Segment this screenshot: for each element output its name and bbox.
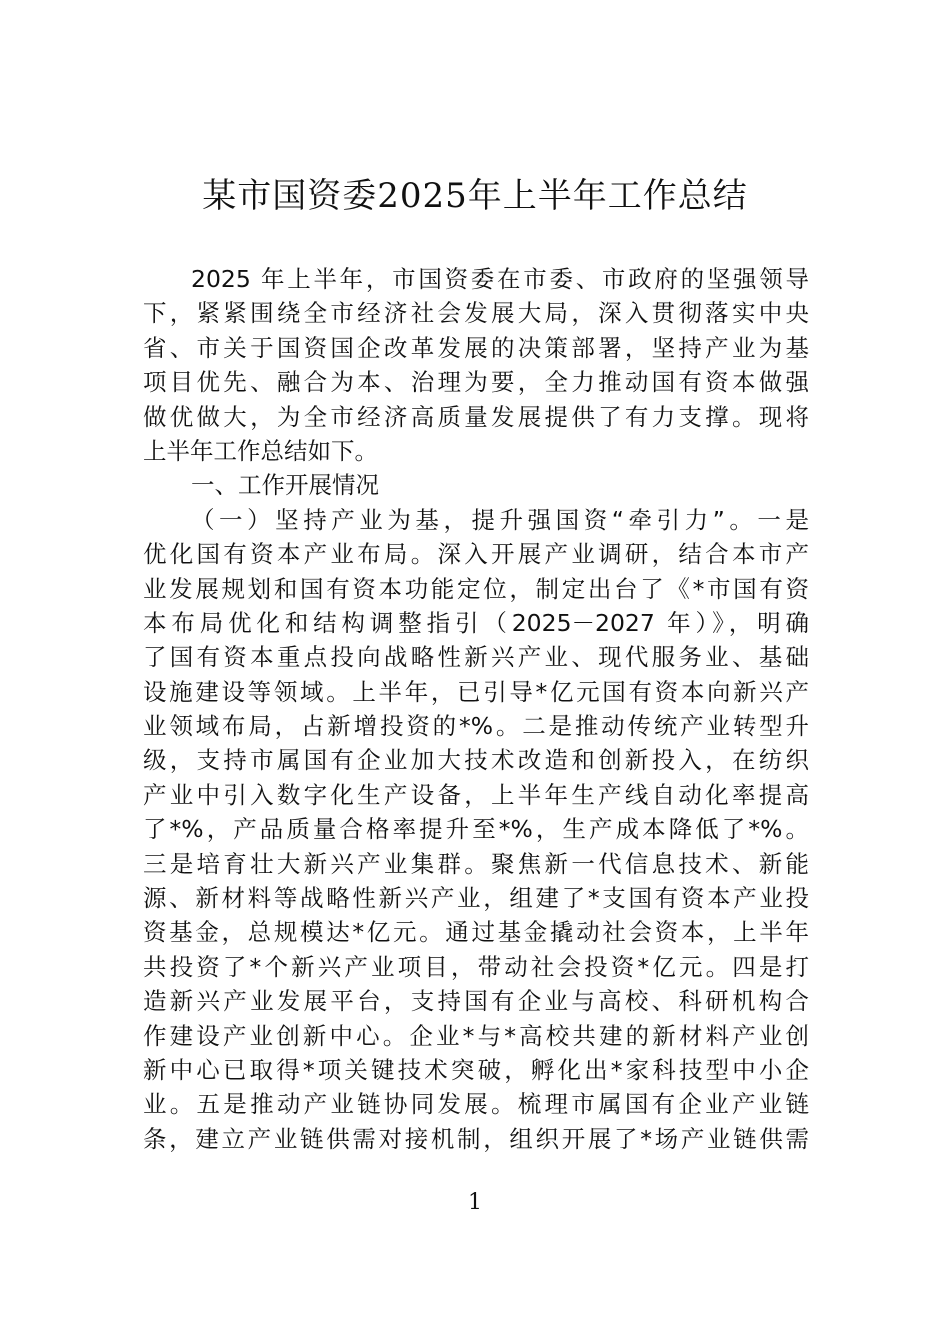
body-line: 业。五是推动产业链协同发展。梳理市属国有企业产业链 (143, 1090, 809, 1119)
body-line: 业发展规划和国有资本功能定位，制定出台了《*市国有资 (143, 574, 809, 603)
body-line: 共投资了*个新兴产业项目，带动社会投资*亿元。四是打 (143, 952, 809, 981)
page-number: 1 (468, 1190, 482, 1215)
body-line: 资基金，总规模达*亿元。通过基金撬动社会资本，上半年 (143, 918, 809, 947)
body-line: 本布局优化和结构调整指引（2025－2027 年）》，明确 (143, 608, 809, 637)
body-line: 设施建设等领域。上半年，已引导*亿元国有资本向新兴产 (143, 677, 809, 706)
body-line: 了*%，产品质量合格率提升至*%，生产成本降低了*%。 (143, 815, 809, 844)
body-line: 造新兴产业发展平台，支持国有企业与高校、科研机构合 (143, 987, 809, 1016)
body-line: 做优做大，为全市经济高质量发展提供了有力支撑。现将 (143, 402, 809, 431)
document-body (143, 262, 809, 1156)
body-line: 条，建立产业链供需对接机制，组织开展了*场产业链供需 (143, 1124, 809, 1153)
body-line: 三是培育壮大新兴产业集群。聚焦新一代信息技术、新能 (143, 849, 809, 878)
body-line: 产业中引入数字化生产设备，上半年生产线自动化率提高 (143, 780, 809, 809)
body-line: 新中心已取得*项关键技术突破，孵化出*家科技型中小企 (143, 1055, 809, 1084)
body-line: 作建设产业创新中心。企业*与*高校共建的新材料产业创 (143, 1021, 809, 1050)
body-line: 级，支持市属国有企业加大技术改造和创新投入，在纺织 (143, 746, 809, 775)
body-line: 项目优先、融合为本、治理为要，全力推动国有资本做强 (143, 368, 809, 397)
body-line: 了国有资本重点投向战略性新兴产业、现代服务业、基础 (143, 643, 809, 672)
body-line: 2025 年上半年，市国资委在市委、市政府的坚强领导 (191, 265, 809, 293)
document-title: 某市国资委2025年上半年工作总结 (202, 176, 748, 216)
body-line: 上半年工作总结如下。 (143, 436, 378, 465)
body-line: 省、市关于国资国企改革发展的决策部署，坚持产业为基 (143, 333, 809, 362)
body-line: 优化国有资本产业布局。深入开展产业调研，结合本市产 (143, 540, 809, 569)
body-line: 下，紧紧围绕全市经济社会发展大局，深入贯彻落实中央 (143, 299, 809, 328)
body-line: 源、新材料等战略性新兴产业，组建了*支国有资本产业投 (143, 884, 809, 913)
body-line: 一、工作开展情况 (191, 471, 379, 500)
body-line: 业领域布局，占新增投资的*%。二是推动传统产业转型升 (143, 712, 809, 741)
body-line: （一）坚持产业为基，提升强国资“牵引力”。一是 (191, 505, 809, 534)
